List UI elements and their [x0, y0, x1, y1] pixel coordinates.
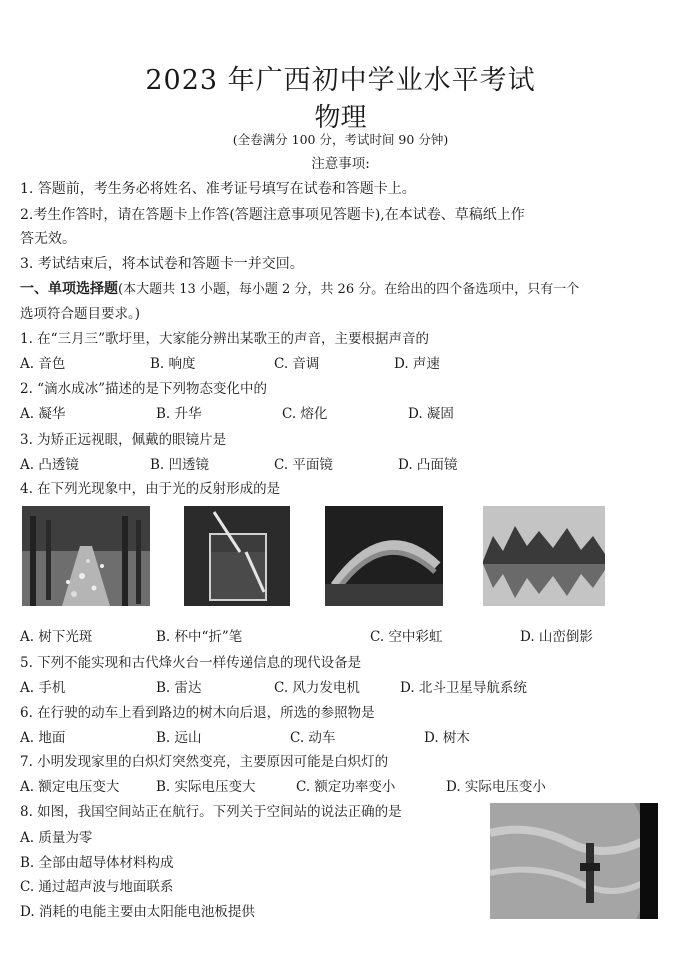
mountain-reflection-photo — [483, 506, 605, 606]
section-note: (本大题共 13 小题，每小题 2 分，共 26 分。在给出的四个备选项中，只有一个 — [118, 282, 580, 297]
q1-option-d: D. 声速 — [394, 356, 440, 372]
question-5-stem: 5. 下列不能实现和古代烽火台一样传递信息的现代设备是 — [20, 655, 362, 671]
q7-option-a: A. 额定电压变大 — [20, 779, 120, 795]
space-station-illustration — [490, 803, 658, 919]
q4-option-a: A. 树下光斑 — [20, 629, 93, 645]
q3-option-a: A. 凸透镜 — [20, 457, 79, 473]
q4-option-b: B. 杯中“折”笔 — [156, 629, 243, 645]
exam-title: 2023 年广西初中学业水平考试 — [145, 65, 536, 96]
q6-option-c: C. 动车 — [290, 730, 336, 746]
notice-2-cont: 答无效。 — [20, 231, 76, 247]
q6-option-a: A. 地面 — [20, 730, 66, 746]
q4-option-c: C. 空中彩虹 — [370, 629, 443, 645]
question-1-stem: 1. 在“三月三”歌圩里，大家能分辨出某歌王的声音，主要根据声音的 — [20, 331, 429, 347]
notice-2: 2.考生作答时，请在答题卡上作答(答题注意事项见答题卡),在本试卷、草稿纸上作 — [20, 207, 525, 223]
q5-option-d: D. 北斗卫星导航系统 — [400, 680, 527, 696]
rainbow-photo — [325, 506, 443, 606]
q4-option-d: D. 山峦倒影 — [520, 629, 593, 645]
exam-subject: 物理 — [314, 103, 367, 133]
q6-option-b: B. 远山 — [156, 730, 202, 746]
tree-shadow-photo — [22, 506, 150, 606]
q8-option-a: A. 质量为零 — [20, 830, 93, 846]
bent-pencil-photo — [184, 506, 290, 606]
question-7-stem: 7. 小明发现家里的白炽灯突然变亮，主要原因可能是白炽灯的 — [20, 754, 389, 770]
q3-option-c: C. 平面镜 — [274, 457, 333, 473]
tree-shadow-illustration — [22, 506, 150, 606]
mountain-reflection-illustration — [483, 506, 605, 606]
q7-option-b: B. 实际电压变大 — [156, 779, 256, 795]
q7-option-d: D. 实际电压变小 — [446, 779, 546, 795]
space-station-photo — [490, 803, 658, 919]
section-title: 一、单项选择题 — [20, 281, 118, 297]
q2-option-a: A. 凝华 — [20, 406, 66, 422]
q6-option-d: D. 树木 — [424, 730, 470, 746]
q1-option-c: C. 音调 — [274, 356, 320, 372]
question-6-stem: 6. 在行驶的动车上看到路边的树木向后退，所选的参照物是 — [20, 705, 375, 721]
q1-option-b: B. 响度 — [150, 356, 196, 372]
q2-option-d: D. 凝固 — [408, 406, 454, 422]
q8-option-d: D. 消耗的电能主要由太阳能电池板提供 — [20, 904, 255, 920]
bent-pencil-illustration — [184, 506, 290, 606]
q5-option-a: A. 手机 — [20, 680, 66, 696]
q2-option-c: C. 熔化 — [282, 406, 328, 422]
section-note-cont: 选项符合题目要求。) — [20, 306, 141, 322]
q8-option-c: C. 通过超声波与地面联系 — [20, 879, 174, 895]
q3-option-b: B. 凹透镜 — [150, 457, 210, 473]
notice-3: 3. 考试结束后，将本试卷和答题卡一并交回。 — [20, 256, 304, 272]
q2-option-b: B. 升华 — [156, 406, 202, 422]
q7-option-c: C. 额定功率变小 — [296, 779, 396, 795]
question-8-stem: 8. 如图，我国空间站正在航行。下列关于空间站的说法正确的是 — [20, 804, 402, 820]
question-4-stem: 4. 在下列光现象中，由于光的反射形成的是 — [20, 481, 281, 497]
notice-title: 注意事项: — [311, 156, 370, 172]
exam-meta: (全卷满分 100 分，考试时间 90 分钟) — [232, 132, 449, 147]
q5-option-c: C. 风力发电机 — [274, 680, 360, 696]
question-3-stem: 3. 为矫正远视眼，佩戴的眼镜片是 — [20, 432, 227, 448]
q5-option-b: B. 雷达 — [156, 680, 202, 696]
notice-1: 1. 答题前，考生务必将姓名、准考证号填写在试卷和答题卡上。 — [20, 181, 416, 197]
q1-option-a: A. 音色 — [20, 356, 66, 372]
rainbow-illustration — [325, 506, 443, 606]
q8-option-b: B. 全部由超导体材料构成 — [20, 855, 174, 871]
question-2-stem: 2. “滴水成冰”描述的是下列物态变化中的 — [20, 381, 267, 397]
section-heading — [20, 278, 579, 298]
q3-option-d: D. 凸面镜 — [398, 457, 458, 473]
